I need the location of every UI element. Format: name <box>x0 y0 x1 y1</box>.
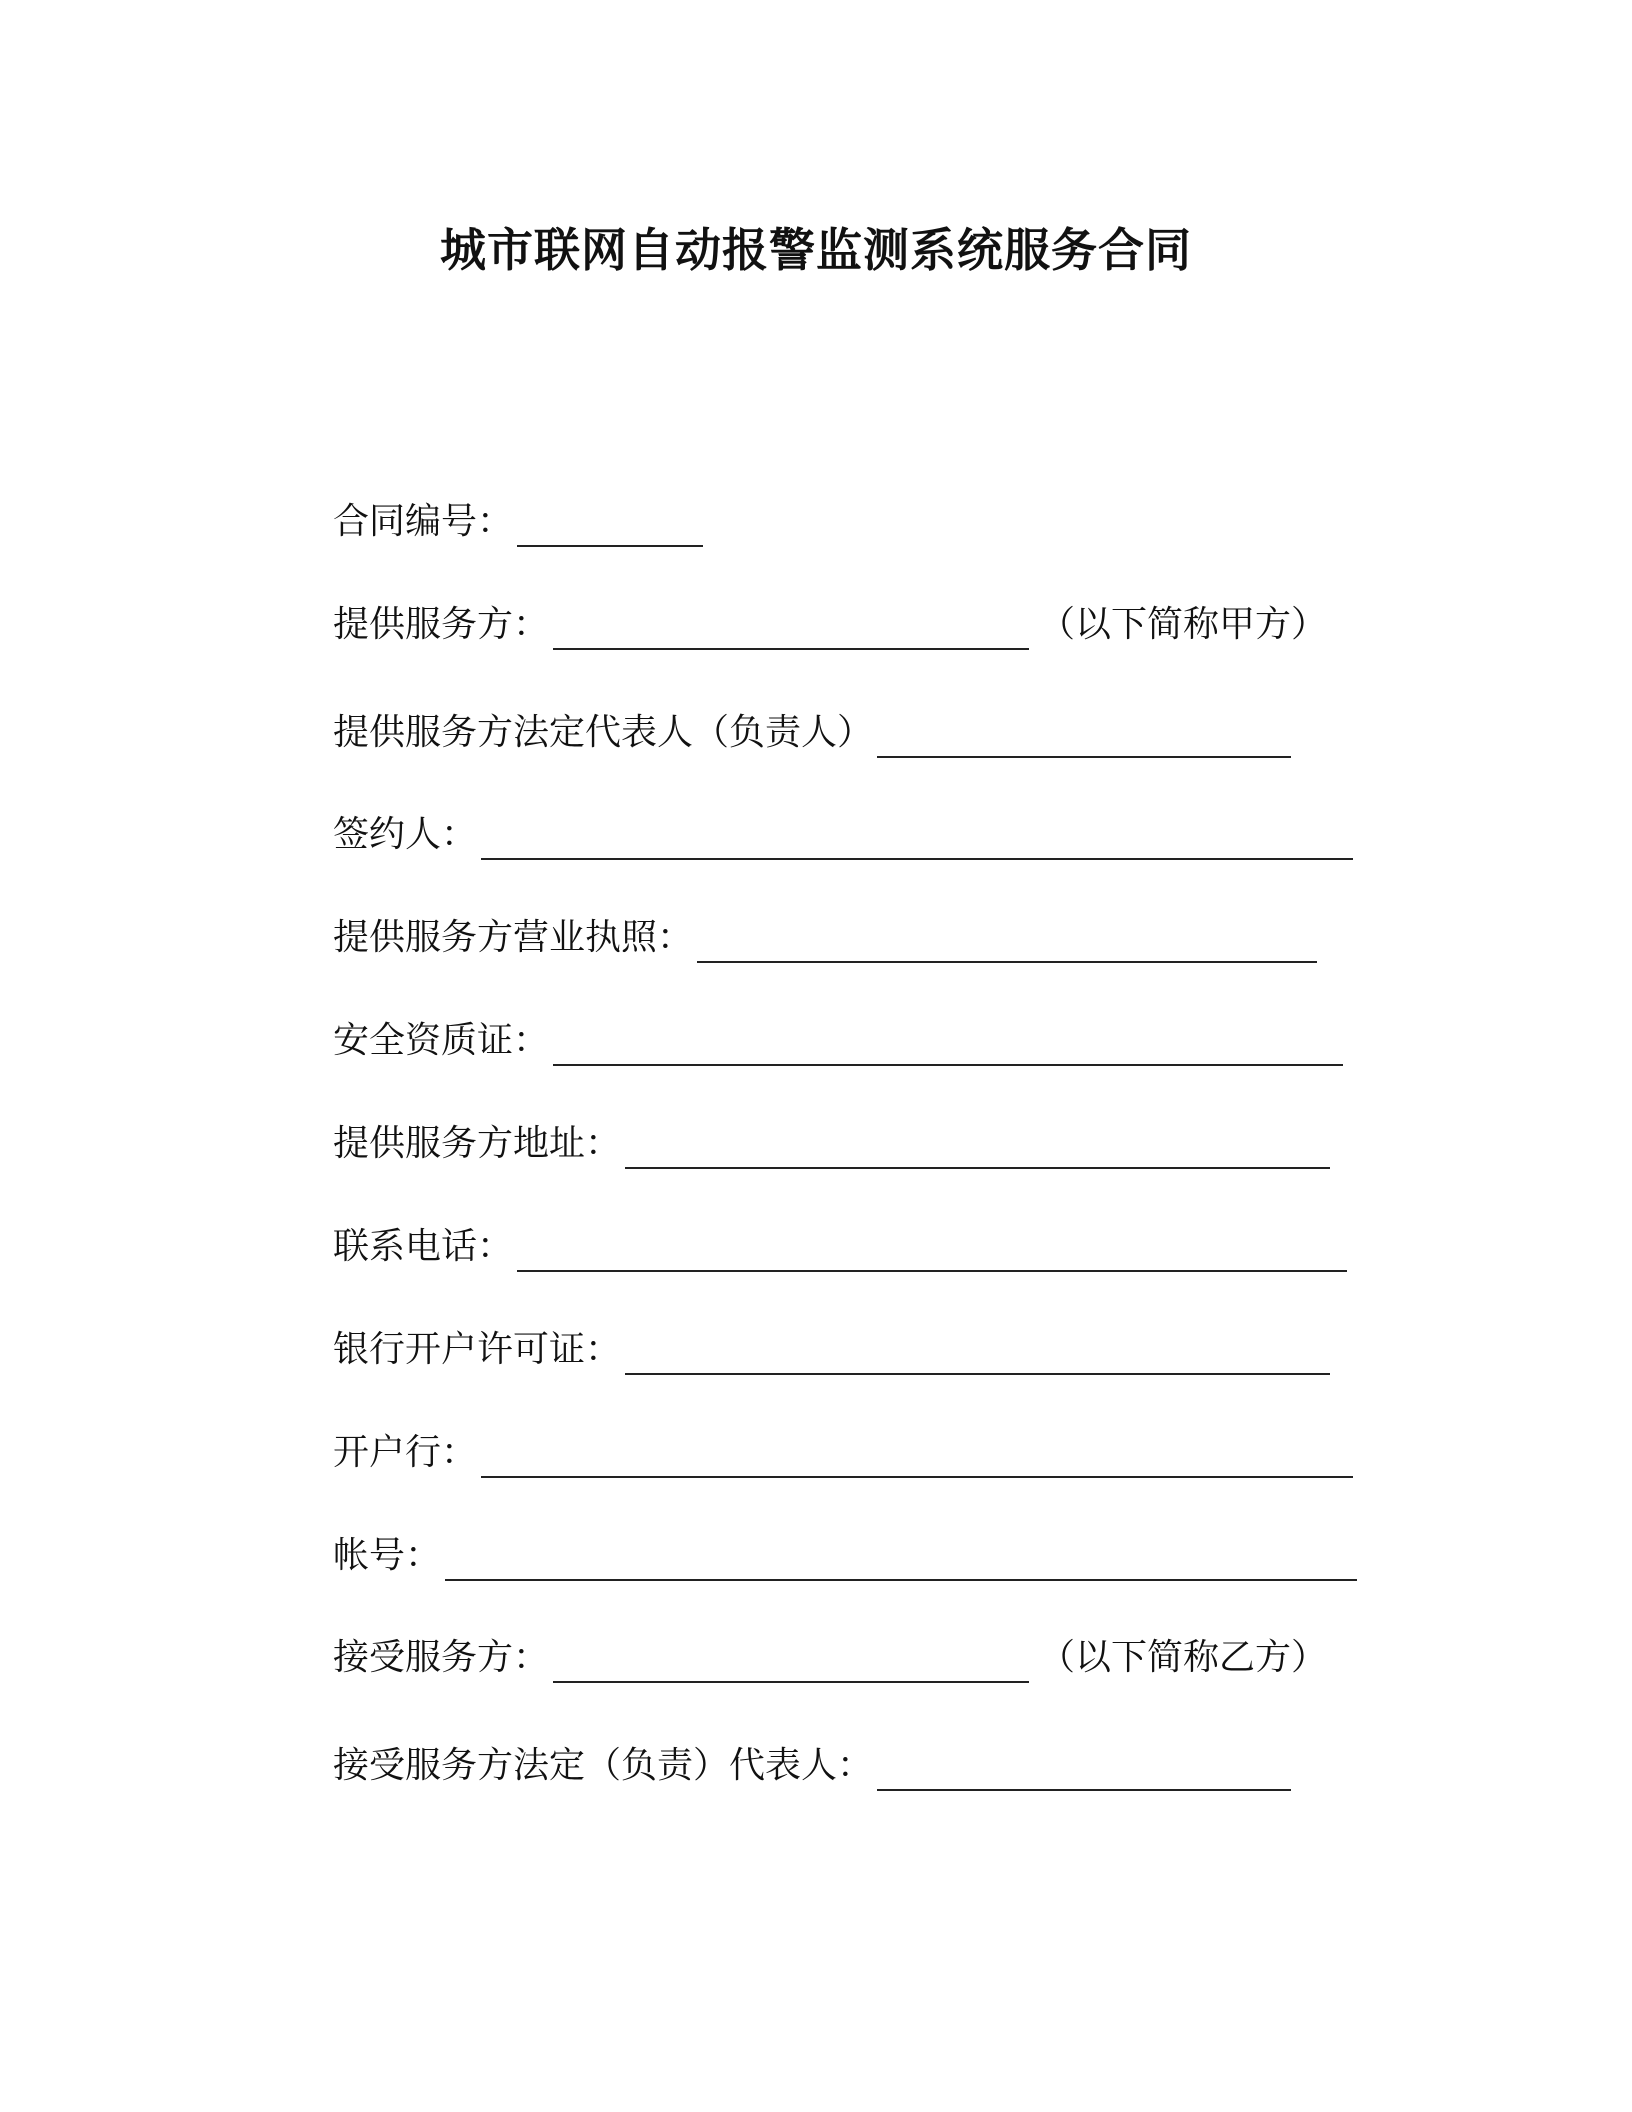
provider-blank[interactable] <box>553 608 1029 650</box>
receiver-blank[interactable] <box>553 1641 1029 1683</box>
signer-blank[interactable] <box>481 818 1353 860</box>
provider-suffix: （以下简称甲方） <box>1039 604 1328 645</box>
phone-blank[interactable] <box>517 1230 1347 1272</box>
business-license-label: 提供服务方营业执照： <box>333 917 694 958</box>
provider-address-field <box>333 1119 1330 1169</box>
receiver-field <box>333 1633 1327 1683</box>
receiver-representative-field <box>333 1741 1291 1791</box>
bank-field <box>333 1428 1353 1478</box>
provider-representative-label: 提供服务方法定代表人（负责人） <box>333 712 874 753</box>
contract-number-field <box>333 497 703 547</box>
phone-label: 联系电话： <box>333 1226 514 1267</box>
provider-label: 提供服务方： <box>333 604 550 645</box>
receiver-representative-label: 接受服务方法定（负责）代表人： <box>333 1745 874 1786</box>
safety-certificate-field <box>333 1016 1343 1066</box>
contract-number-blank[interactable] <box>517 505 703 547</box>
provider-address-blank[interactable] <box>625 1127 1330 1169</box>
account-field <box>333 1531 1357 1581</box>
phone-field <box>333 1222 1347 1272</box>
provider-representative-field <box>333 708 1291 758</box>
bank-label: 开户行： <box>333 1432 478 1473</box>
bank-permit-label: 银行开户许可证： <box>333 1329 622 1370</box>
receiver-suffix: （以下简称乙方） <box>1039 1637 1328 1678</box>
account-label: 帐号： <box>333 1535 442 1576</box>
receiver-label: 接受服务方： <box>333 1637 550 1678</box>
contract-number-label: 合同编号： <box>333 501 514 542</box>
document-title: 城市联网自动报警监测系统服务合同 <box>440 223 1192 277</box>
signer-label: 签约人： <box>333 814 478 855</box>
safety-certificate-label: 安全资质证： <box>333 1020 550 1061</box>
signer-field <box>333 810 1353 860</box>
business-license-field <box>333 913 1317 963</box>
account-blank[interactable] <box>445 1539 1357 1581</box>
safety-certificate-blank[interactable] <box>553 1024 1343 1066</box>
provider-address-label: 提供服务方地址： <box>333 1123 622 1164</box>
bank-permit-field <box>333 1325 1330 1375</box>
receiver-representative-blank[interactable] <box>877 1749 1291 1791</box>
bank-permit-blank[interactable] <box>625 1333 1330 1375</box>
business-license-blank[interactable] <box>697 921 1317 963</box>
provider-representative-blank[interactable] <box>877 716 1291 758</box>
provider-field <box>333 600 1327 650</box>
bank-blank[interactable] <box>481 1436 1353 1478</box>
